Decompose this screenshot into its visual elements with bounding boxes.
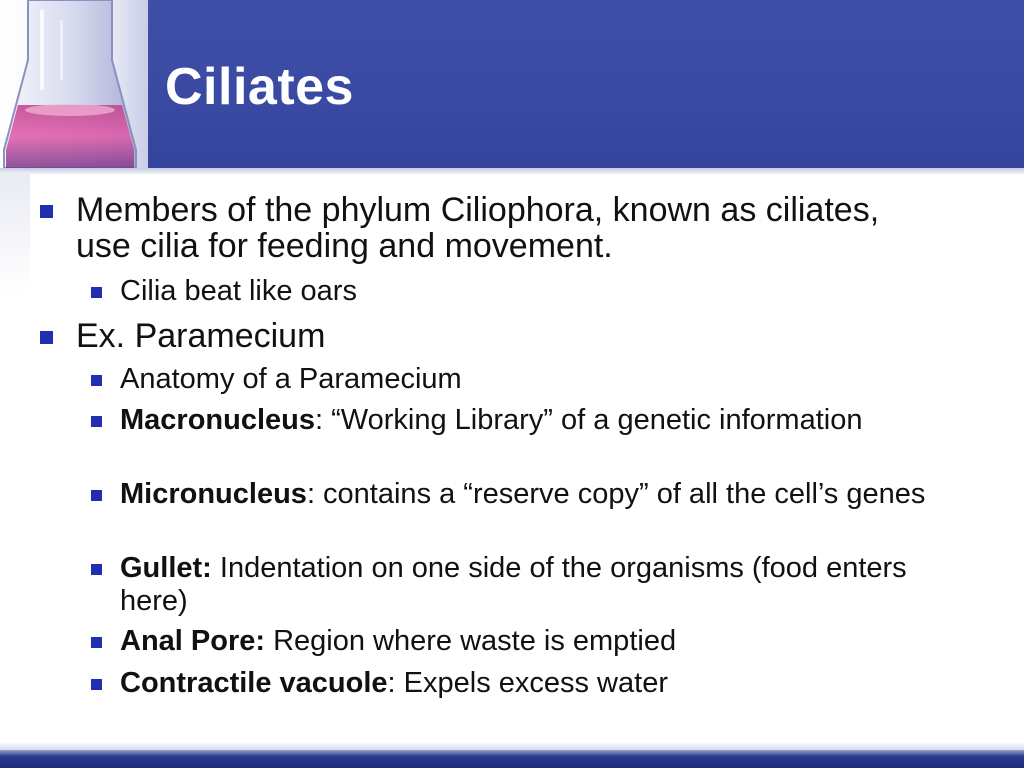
square-bullet-icon bbox=[91, 490, 102, 501]
square-bullet-icon bbox=[91, 375, 102, 386]
term-label: Anal Pore: bbox=[120, 625, 266, 657]
sub-bullet-text bbox=[120, 552, 970, 618]
term-description: Indentation on one side of the organisms (food enters here) bbox=[120, 552, 907, 617]
sub-bullet-text bbox=[120, 667, 970, 700]
footer-shadow bbox=[0, 742, 1024, 750]
sub-bullet-text: Cilia beat like oars bbox=[120, 275, 357, 307]
sub-bullet-text bbox=[120, 404, 970, 437]
square-bullet-icon bbox=[91, 564, 102, 575]
bullet-text: Ex. Paramecium bbox=[76, 317, 326, 355]
square-bullet-icon bbox=[91, 679, 102, 690]
term-label: Micronucleus bbox=[120, 478, 307, 510]
term-label: Contractile vacuole bbox=[120, 667, 388, 699]
term-description: : Expels excess water bbox=[387, 667, 668, 699]
sub-bullet-text bbox=[120, 478, 970, 511]
term-label: Gullet: bbox=[120, 552, 212, 584]
term-label: Macronucleus bbox=[120, 404, 315, 436]
footer-band bbox=[0, 750, 1024, 768]
sub-bullet-text: Anatomy of a Paramecium bbox=[120, 363, 462, 395]
sub-bullet-text bbox=[120, 625, 970, 658]
square-bullet-icon bbox=[91, 416, 102, 427]
term-description: : “Working Library” of a genetic information bbox=[315, 404, 863, 436]
slide-title: Ciliates bbox=[165, 58, 354, 116]
bullet-text: Members of the phylum Ciliophora, known as ciliates, use cilia for feeding and movement. bbox=[76, 191, 880, 265]
square-bullet-icon bbox=[40, 205, 53, 218]
square-bullet-icon bbox=[40, 331, 53, 344]
term-description: : contains a “reserve copy” of all the cell’s genes bbox=[306, 478, 926, 510]
square-bullet-icon bbox=[91, 287, 102, 298]
term-description: Region where waste is emptied bbox=[265, 625, 677, 657]
square-bullet-icon bbox=[91, 637, 102, 648]
